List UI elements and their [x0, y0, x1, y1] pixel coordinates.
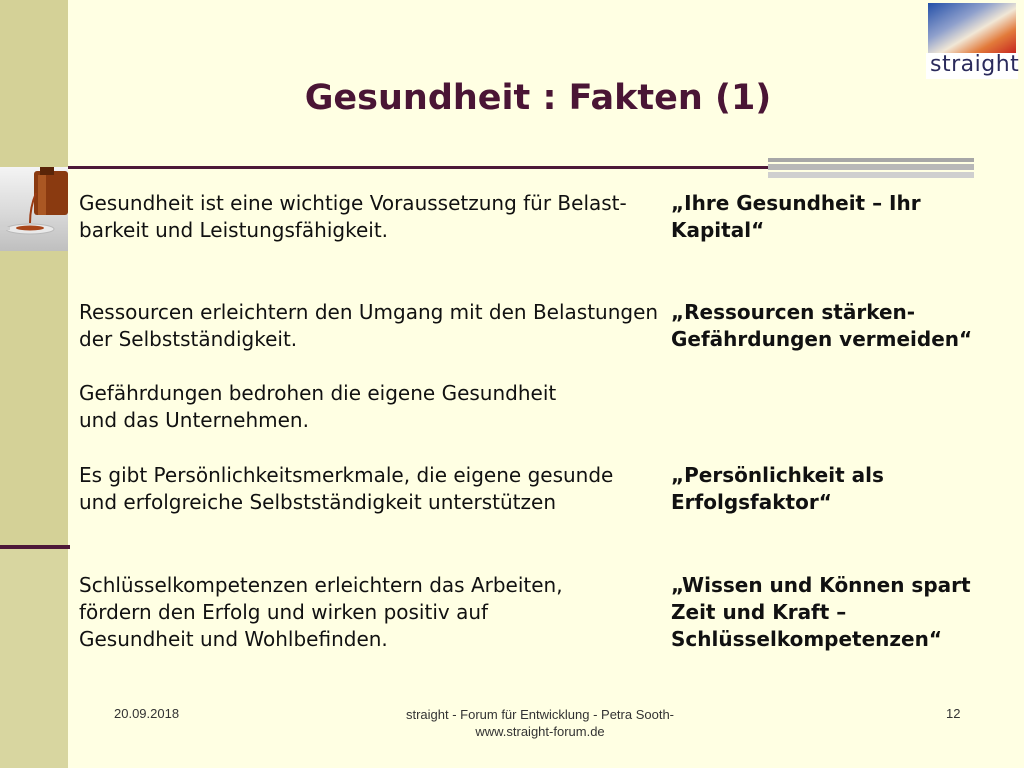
page-number: 12	[946, 706, 961, 721]
fact-slogan: „Ressourcen stärken- Gefährdungen vermeiden“	[671, 300, 973, 351]
fact-text: Ressourcen erleichtern den Umgang mit den Belastungen der Selbstständigkeit.	[79, 300, 659, 351]
footer-credit: straight - Forum für Entwicklung - Petra Sooth- www.straight-forum.de	[405, 707, 675, 739]
fact-text: Schlüsselkompetenzen erleichtern das Arbeiten, fördern den Erfolg und wirken positiv auf Gesundheit und Wohlbefinden.	[79, 573, 563, 651]
header-rule-accent	[768, 158, 974, 178]
side-band-divider	[0, 545, 70, 549]
slide-title: Gesundheit : Fakten (1)	[304, 78, 772, 118]
fact-text: Gesundheit ist eine wichtige Voraussetzung für Belast- barkeit und Leistungsfähigkeit.	[79, 191, 627, 242]
fact-slogan: „Persönlichkeit als Erfolgsfaktor“	[671, 463, 884, 514]
header-rule	[68, 166, 768, 169]
fact-text: Gefährdungen bedrohen die eigene Gesundheit und das Unternehmen.	[79, 381, 557, 432]
fact-slogan: „Ihre Gesundheit – Ihr Kapital“	[671, 191, 921, 242]
footer-date: 20.09.2018	[114, 706, 180, 721]
fact-slogan: „Wissen und Können spart Zeit und Kraft – Schlüsselkompetenzen“	[671, 573, 971, 651]
medicine-spoon-image	[0, 167, 68, 251]
side-band-lower	[0, 548, 68, 768]
fact-text: Es gibt Persönlichkeitsmerkmale, die eigene gesunde und erfolgreiche Selbstständigkeit unterstützen	[79, 463, 614, 514]
logo-text: straight	[930, 52, 1020, 77]
